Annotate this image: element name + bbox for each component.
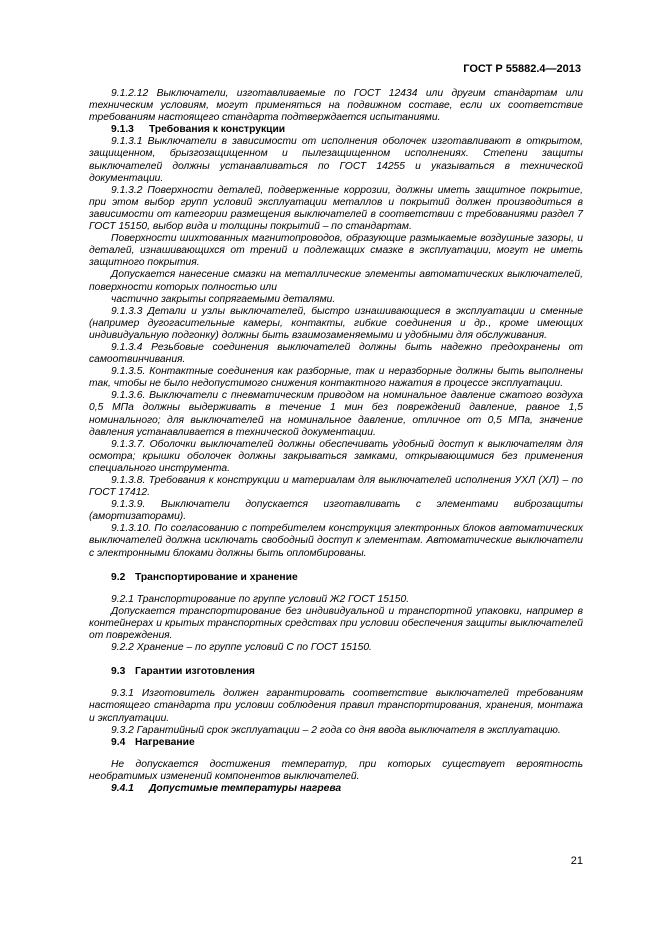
heading-9-2: [89, 572, 583, 584]
paragraph-9-2-2: 9.2.2 Хранение – по группе условий С по ГОСТ 15150.: [111, 642, 372, 654]
paragraph-9-1-3-2: 9.1.3.2 Поверхности деталей, подверженные коррозии, должны иметь защитное покрытие, при этом выбор групп условий эксплуатации металлов и покрытий должен производиться в зависимости от категории размещения выключателей в соответствии с требованиями раздел 7 ГОСТ 15150, выбор вида и толщины покрытий – по стандартам.: [89, 184, 583, 233]
paragraph-heating: Не допускается достижения температур, при которых существует вероятность необратимых изменений компонентов выключателей.: [89, 758, 583, 782]
heading-9-4: [89, 737, 583, 749]
heading-number: 9.2: [111, 571, 126, 583]
paragraph-surfaces: Поверхности шихтованных магнитопроводов, образующие размыкаемые воздушные зазоры, и деталей, изнашивающихся от трений и подлежащих смазке в эксплуатации, могут не иметь защитного покрытия.: [89, 233, 583, 269]
heading-number: 9.1.3: [111, 124, 134, 136]
paragraph-9-1-3-10: 9.1.3.10. По согласованию с потребителем конструкция электронных блоков автоматических выключателей должна исключать свободный доступ к элементам. Автоматические выключатели с электронными блоками должны быть опломбированы.: [89, 523, 583, 559]
paragraph-9-1-2-12: 9.1.2.12 Выключатели, изготавливаемые по ГОСТ 12434 или другим стандартам или техническим условиям, могут применяться на подвижном составе, если их соответствие требованиям настоящего стандарта подтверждается испытаниями.: [89, 88, 583, 124]
heading-title: Транспортирование и хранение: [135, 571, 298, 583]
paragraph-transport: Допускается транспортирование без индивидуальной и транспортной упаковки, например в контейнерах и крытых транспортных средствах при условии обеспечения защиты выключателей от повреждения.: [89, 605, 583, 642]
paragraph-grease-2: частично закрыты сопрягаемыми деталями.: [111, 293, 336, 305]
heading-title: Требования к конструкции: [149, 124, 286, 136]
heading-9-4-1: [89, 783, 583, 795]
heading-number: 9.4: [111, 736, 126, 748]
paragraph-9-2-1: 9.2.1 Транспортирование по группе условий Ж2 ГОСТ 15150.: [111, 593, 410, 605]
paragraph-9-1-3-4: 9.1.3.4 Резьбовые соединения выключателей должны быть надежно предохранены от самоотвинчивания.: [89, 341, 583, 366]
paragraph-9-3-2: 9.3.2 Гарантийный срок эксплуатации – 2 года со дня ввода выключателя в эксплуатацию.: [111, 724, 561, 736]
paragraph-9-1-3-1: 9.1.3.1 Выключатели в зависимости от исполнения оболочек изготавливают в открытом, защищенном, брызгозащищенном и пылезащищенном исполнениях. Степени защиты выключателей должны устанавливаться по ГОСТ 14255 и указываться в технической документации.: [89, 136, 583, 184]
heading-number: 9.4.1: [111, 782, 134, 794]
heading-9-3: [89, 666, 583, 678]
page-number: 21: [570, 855, 583, 867]
paragraph-9-1-3-8: 9.1.3.8. Требования к конструкции и материалам для выключателей исполнения УХЛ (ХЛ) – по ГОСТ 17412.: [89, 475, 583, 499]
standard-header: ГОСТ Р 55882.4—2013: [463, 63, 581, 75]
heading-title: Допустимые температуры нагрева: [149, 782, 342, 794]
paragraph-9-1-3-3: 9.1.3.3 Детали и узлы выключателей, быстро изнашивающиеся в эксплуатации и сменные (например дугогасительные камеры, контакты, гибкие соединения и др., кроме имеющих индивидуальную подгонку) должны быть взаимозаменяемыми и удобными для обслуживания.: [89, 305, 583, 341]
paragraph-9-1-3-5: 9.1.3.5. Контактные соединения как разборные, так и неразборные должны быть выполнены так, чтобы не было недопустимого снижения контактного нажатия в процессе эксплуатации.: [89, 366, 583, 390]
paragraph-9-3-1: 9.3.1 Изготовитель должен гарантировать соответствие выключателей требованиям настоящего стандарта при условии соблюдения правил транспортирования, хранения, монтажа и эксплуатации.: [89, 688, 583, 724]
heading-number: 9.3: [111, 666, 126, 678]
paragraph-grease-1: Допускается нанесение смазки на металлические элементы автоматических выключателей, поверхности которых полностью или: [89, 269, 583, 293]
paragraph-9-1-3-7: 9.1.3.7. Оболочки выключателей должны обеспечивать удобный доступ к выключателям для осмотра; крышки оболочек должны закрываться замками, открывающимися без применения специального инструмента.: [89, 438, 583, 474]
heading-title: Гарантии изготовления: [135, 666, 255, 678]
document-body: [89, 88, 583, 795]
paragraph-9-1-3-9: 9.1.3.9. Выключатели допускается изготавливать с элементами виброзащиты (амортизаторами).: [89, 499, 583, 523]
heading-9-1-3: [89, 124, 583, 136]
paragraph-9-1-3-6: 9.1.3.6. Выключатели с пневматическим приводом на номинальное давление сжатого воздуха 0,5 МПа должны выдерживать в течение 1 мин без повреждений давление, равное 1,5 номинального; для выключателей на номинальное давление, отличное от 0,5 МПа, значение давления устанавливается в технической документации.: [89, 390, 583, 438]
heading-title: Нагревание: [135, 736, 195, 748]
